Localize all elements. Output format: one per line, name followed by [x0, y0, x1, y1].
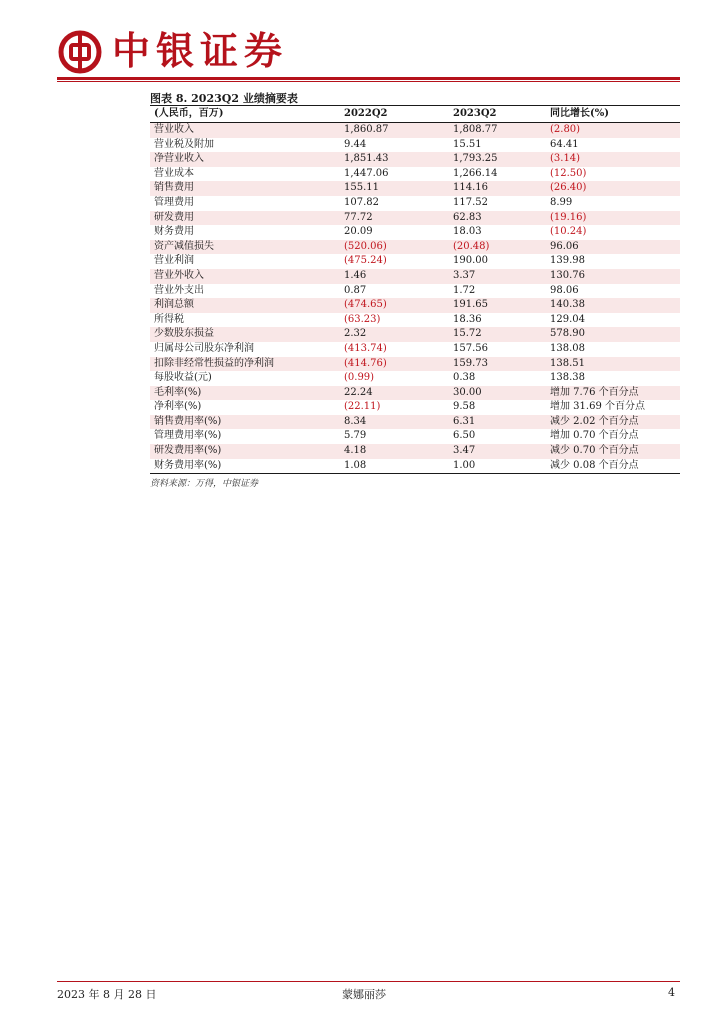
table-cell: 1,447.06	[344, 167, 389, 179]
table-cell: (3.14)	[550, 153, 581, 165]
page-header	[0, 0, 724, 90]
table-cell: 6.31	[453, 415, 476, 427]
table-cell: 销售费用	[154, 182, 194, 194]
source-note: 资料来源：万得，中银证券	[150, 479, 259, 489]
table-row	[150, 357, 680, 372]
table-cell: 9.44	[344, 138, 367, 150]
table-cell: 研发费用	[154, 211, 194, 223]
column-header: (人民币，百万)	[154, 108, 224, 119]
table-cell: 159.73	[453, 357, 488, 369]
column-header: 2022Q2	[344, 108, 388, 119]
table-row	[150, 313, 680, 328]
summary-table	[150, 105, 680, 474]
table-cell: 138.51	[550, 357, 585, 369]
table-cell: 1,808.77	[453, 124, 498, 135]
table-cell: 77.72	[344, 211, 373, 223]
table-cell: 管理费用率(%)	[154, 430, 222, 442]
table-cell: 营业外支出	[154, 284, 204, 296]
table-cell: (20.48)	[453, 240, 490, 252]
table-cell: 1.08	[344, 459, 367, 471]
table-row	[150, 444, 680, 459]
table-cell: 155.11	[344, 182, 379, 194]
table-row	[150, 342, 680, 357]
table-cell: (12.50)	[550, 167, 587, 179]
table-cell: 减少 0.08 个百分点	[550, 459, 639, 471]
table-cell: 22.24	[344, 386, 373, 398]
table-cell: 管理费用	[154, 196, 194, 208]
table-cell: 107.82	[344, 196, 379, 208]
table-cell: (413.74)	[344, 342, 387, 354]
table-cell: 62.83	[453, 211, 482, 223]
table-cell: 9.58	[453, 401, 476, 413]
table-cell: 减少 2.02 个百分点	[550, 415, 639, 427]
table-cell: 财务费用率(%)	[154, 459, 222, 471]
table-cell: 增加 0.70 个百分点	[550, 430, 639, 442]
table-cell: 营业外收入	[154, 269, 204, 281]
table-cell: 每股收益(元)	[154, 372, 212, 384]
table-bottom-rule	[150, 473, 680, 474]
table-row	[150, 429, 680, 444]
company-name: 蒙娜丽莎	[342, 988, 386, 1001]
table-cell: 139.98	[550, 255, 585, 267]
table-cell: 4.18	[344, 445, 367, 457]
table-row	[150, 459, 680, 474]
table-cell: 15.72	[453, 328, 482, 340]
table-cell: 157.56	[453, 342, 488, 354]
table-row	[150, 167, 680, 182]
table-cell: 191.65	[453, 299, 488, 311]
table-cell: 130.76	[550, 269, 585, 281]
table-cell: 64.41	[550, 138, 579, 150]
table-cell: 归属母公司股东净利润	[154, 342, 254, 354]
table-cell: 净利率(%)	[154, 401, 202, 413]
column-header: 2023Q2	[453, 108, 497, 119]
table-cell: 研发费用率(%)	[154, 445, 222, 457]
table-cell: 1.72	[453, 284, 476, 296]
table-row	[150, 371, 680, 386]
table-cell: (414.76)	[344, 357, 387, 369]
table-cell: 1.46	[344, 269, 367, 281]
table-cell: 营业利润	[154, 255, 194, 267]
table-row	[150, 254, 680, 269]
table-cell: 1,266.14	[453, 167, 498, 179]
table-cell: 138.38	[550, 372, 585, 384]
column-header: 同比增长(%)	[550, 108, 609, 119]
table-cell: 117.52	[453, 196, 488, 208]
table-row	[150, 415, 680, 430]
table-cell: 扣除非经常性损益的净利润	[154, 357, 274, 369]
header-divider-thin	[57, 81, 680, 82]
table-cell: 8.99	[550, 196, 573, 208]
table-cell: 18.36	[453, 313, 482, 325]
table-cell: 6.50	[453, 430, 476, 442]
table-cell: 98.06	[550, 284, 579, 296]
table-cell: 30.00	[453, 386, 482, 398]
table-cell: 140.38	[550, 299, 585, 311]
table-cell: 3.47	[453, 445, 476, 457]
table-cell: 资产减值损失	[154, 240, 214, 252]
table-cell: (2.80)	[550, 124, 581, 135]
table-cell: 少数股东损益	[154, 328, 214, 340]
page-number: 4	[668, 986, 675, 999]
table-row	[150, 327, 680, 342]
table-cell: 578.90	[550, 328, 585, 340]
table-cell: (63.23)	[344, 313, 381, 325]
table-cell: 增加 7.76 个百分点	[550, 386, 639, 398]
table-cell: 190.00	[453, 255, 488, 267]
brand-name: 中银证券	[112, 29, 289, 73]
table-cell: 营业收入	[154, 124, 194, 135]
table-cell: (475.24)	[344, 255, 387, 267]
table-row	[150, 152, 680, 167]
table-cell: 5.79	[344, 430, 367, 442]
table-row	[150, 240, 680, 255]
table-cell: 毛利率(%)	[154, 386, 202, 398]
footer-divider	[57, 981, 680, 982]
table-row	[150, 138, 680, 153]
table-row	[150, 123, 680, 138]
table-cell: 营业成本	[154, 167, 194, 179]
table-row	[150, 400, 680, 415]
table-cell: 1.00	[453, 459, 476, 471]
table-cell: 减少 0.70 个百分点	[550, 445, 639, 457]
figure-title: 图表 8. 2023Q2 业绩摘要表	[150, 92, 298, 105]
table-cell: 财务费用	[154, 226, 194, 238]
table-cell: (19.16)	[550, 211, 587, 223]
table-header	[150, 106, 680, 122]
table-cell: 营业税及附加	[154, 138, 214, 150]
table-cell: 净营业收入	[154, 153, 204, 165]
table-row	[150, 284, 680, 299]
table-cell: 销售费用率(%)	[154, 415, 222, 427]
table-row	[150, 298, 680, 313]
table-row	[150, 196, 680, 211]
table-cell: 138.08	[550, 342, 585, 354]
table-cell: 0.87	[344, 284, 367, 296]
table-cell: (0.99)	[344, 372, 375, 384]
table-cell: (10.24)	[550, 226, 587, 238]
table-row	[150, 181, 680, 196]
table-row	[150, 386, 680, 401]
table-cell: 所得税	[154, 313, 184, 325]
table-cell: 2.32	[344, 328, 367, 340]
table-cell: 129.04	[550, 313, 585, 325]
header-divider	[57, 77, 680, 80]
table-cell: 18.03	[453, 226, 482, 238]
table-body	[150, 123, 680, 473]
table-cell: 0.38	[453, 372, 476, 384]
table-cell: 15.51	[453, 138, 482, 150]
table-cell: 利润总额	[154, 299, 194, 311]
table-row	[150, 225, 680, 240]
report-date: 2023 年 8 月 28 日	[57, 988, 157, 1001]
table-cell: (22.11)	[344, 401, 381, 413]
table-cell: (26.40)	[550, 182, 587, 194]
table-cell: 增加 31.69 个百分点	[550, 401, 645, 413]
table-cell: 1,851.43	[344, 153, 389, 165]
table-cell: 114.16	[453, 182, 488, 194]
table-cell: 20.09	[344, 226, 373, 238]
table-cell: 8.34	[344, 415, 367, 427]
table-cell: (520.06)	[344, 240, 387, 252]
table-row	[150, 269, 680, 284]
table-cell: 1,793.25	[453, 153, 498, 165]
table-cell: 96.06	[550, 240, 579, 252]
table-cell: (474.65)	[344, 299, 387, 311]
bank-of-china-logo-icon	[58, 30, 102, 74]
table-row	[150, 211, 680, 226]
table-cell: 3.37	[453, 269, 476, 281]
table-cell: 1,860.87	[344, 124, 389, 135]
